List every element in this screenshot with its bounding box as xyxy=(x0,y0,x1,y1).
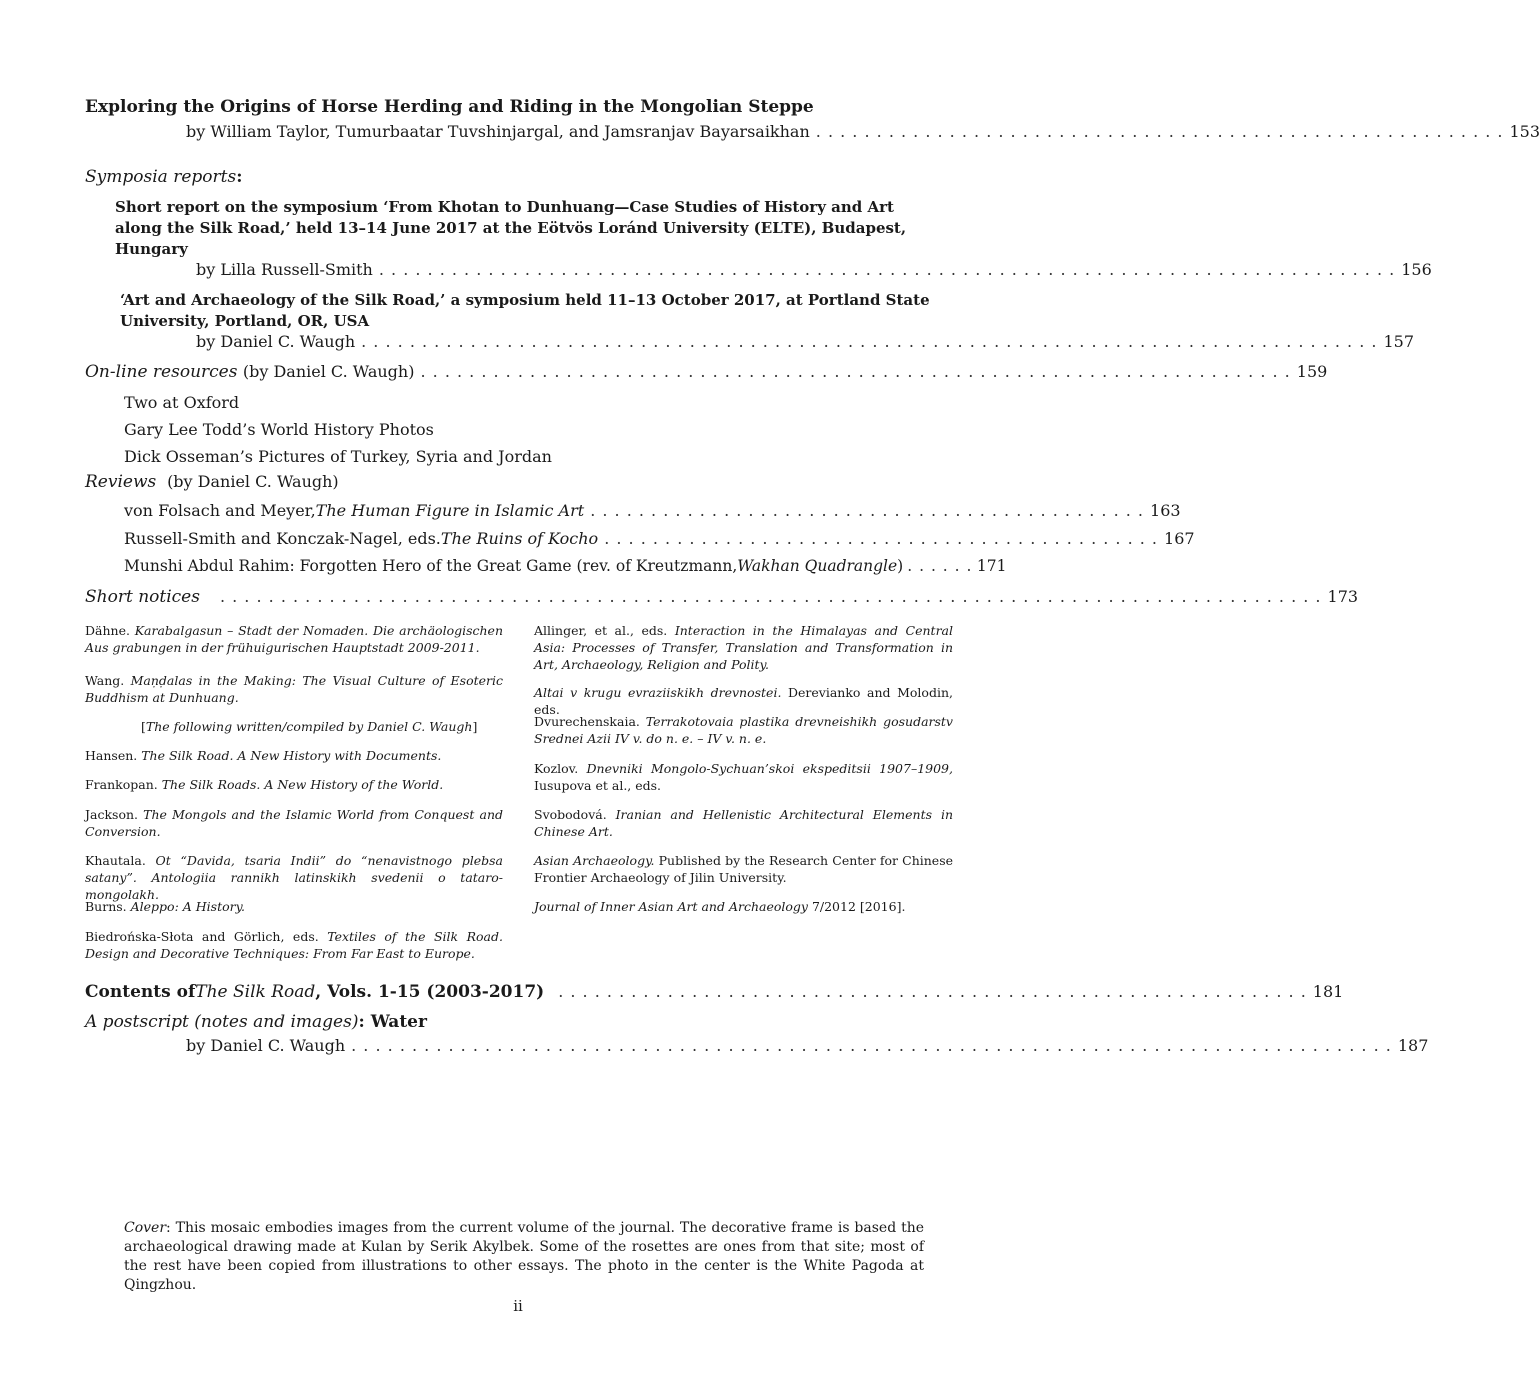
contents-title: The Silk Road xyxy=(195,982,316,1002)
postscript-label: A postscript (notes and images) xyxy=(85,1012,359,1032)
notice-author: Published by the Research Center for Chinese Frontier Archaeology of Jilin University. xyxy=(534,853,954,885)
dot-leader: . . . . . . . . . . . . . . . . . . . . . . . . . . . . . . . . . . . . . . . . . . . . . . xyxy=(604,529,1159,548)
notice-title: Textiles of the Silk Road. Design and Decorative Techniques: From Far East to Europe. xyxy=(85,929,503,961)
note-bracket: ] xyxy=(472,719,478,734)
notice-item xyxy=(85,852,503,903)
review-entry xyxy=(124,529,1195,548)
heading-colon: : xyxy=(236,167,243,187)
dot-leader: . . . . . . . . . . . . . . . . . . . . . . . . . . . . . . . . . . . . . . . . . . . . . . xyxy=(590,501,1145,520)
notice-title: The Silk Road. A New History with Documents. xyxy=(141,748,442,763)
notice-item xyxy=(534,622,953,673)
section-heading-label: Symposia reports xyxy=(85,167,237,187)
section-byline: (by Daniel C. Waugh) xyxy=(242,362,415,381)
notice-item xyxy=(85,776,503,793)
list-item: Two at Oxford xyxy=(124,393,240,412)
page-number: 157 xyxy=(1383,332,1415,351)
notice-title: Interaction in the Himalayas and Central Asia: Processes of Transfer, Translation and Transformation in Art, Archaeology, Religion and Polity. xyxy=(534,623,954,672)
notice-title: Aleppo: A History. xyxy=(130,899,245,914)
list-item: Dick Osseman’s Pictures of Turkey, Syria and Jordan xyxy=(124,447,552,466)
notice-author: Allinger, et al., eds. xyxy=(534,623,675,638)
contents-post: , Vols. 1-15 (2003-2017) xyxy=(315,982,545,1002)
report-byline: by Lilla Russell-Smith xyxy=(196,260,373,279)
postscript-heading xyxy=(85,1012,427,1032)
review-title: The Human Figure in Islamic Art xyxy=(315,501,585,520)
report-entry xyxy=(196,260,1432,279)
notice-author: Kozlov. xyxy=(534,761,587,776)
page-number: 173 xyxy=(1327,587,1359,606)
notice-title: The Mongols and the Islamic World from Conquest and Conversion. xyxy=(85,807,504,839)
heading-colon: : xyxy=(358,1012,371,1032)
postscript-title: Water xyxy=(370,1012,427,1032)
notice-note xyxy=(141,718,503,735)
title-line: Short report on the symposium ‘From Khotan to Dunhuang—Case Studies of History and Art xyxy=(115,198,894,216)
dot-leader: . . . . . . xyxy=(907,557,973,575)
notice-author: Derevianko and Molodin, eds. xyxy=(534,685,953,717)
page-number: 187 xyxy=(1397,1036,1429,1055)
notice-title: The Silk Roads. A New History of the World. xyxy=(161,777,444,792)
notice-author: Wang. xyxy=(85,673,131,688)
notice-author: Dvurechenskaia. xyxy=(534,714,646,729)
title-line: ‘Art and Archaeology of the Silk Road,’ a symposium held 11–13 October 2017, at Portland State xyxy=(120,291,930,309)
notice-item xyxy=(534,852,953,886)
section-heading xyxy=(85,167,242,187)
note-bracket: [ xyxy=(141,719,146,734)
notice-item xyxy=(534,760,953,794)
notice-title: Maṇḍalas in the Making: The Visual Culture of Esoteric Buddhism at Dunhuang. xyxy=(85,673,503,705)
cover-text: : This mosaic embodies images from the current volume of the journal. The decorative frame is based the archaeological drawing made at Kulan by Serik Akylbek. Some of the rosettes are ones from that site; most of the rest have been copied from illustrations to other essays. The photo in the center is the White Pagoda at Qingzhou. xyxy=(124,1220,924,1293)
section-byline: (by Daniel C. Waugh) xyxy=(167,472,339,491)
dot-leader: . . . . . . . . . . . . . . . . . . . . . . . . . . . . . . . . . . . . . . . . . . . . . . . . . . . . . . . . . . . . . . . . . . . . . . . . . . . . . . . . . . . . . . xyxy=(351,1036,1392,1055)
dot-leader: . . . . . . . . . . . . . . . . . . . . . . . . . . . . . . . . . . . . . . . . . . . . . . . . . . . . . . . . . . . . . . . . . . . . . . . . . . . . . . . . . . . . . . . . . . . xyxy=(219,587,1322,606)
notice-title: Karabalgasun – Stadt der Nomaden. Die archäologischen Aus grabungen in der frühuigurischen Hauptstadt 2009-2011. xyxy=(85,623,504,655)
review-title: Wakhan Quadrangle xyxy=(737,557,898,575)
page-number: 159 xyxy=(1296,362,1328,381)
page-number: 156 xyxy=(1401,260,1432,279)
notice-item xyxy=(85,622,503,656)
review-close: ) xyxy=(897,557,904,575)
notice-item xyxy=(85,806,503,840)
section-heading-label: Short notices xyxy=(85,587,200,607)
review-author: Russell-Smith and Konczak-Nagel, eds. xyxy=(124,529,441,548)
notice-item xyxy=(85,898,503,915)
notice-author: 7/2012 [2016]. xyxy=(807,899,906,914)
postscript-entry xyxy=(186,1036,1429,1055)
page-number: 153 xyxy=(1509,122,1540,141)
notice-author: Jackson. xyxy=(85,807,144,822)
title-line: along the Silk Road,’ held 13–14 June 2017 at the Eötvös Loránd University (ELTE), Budapest, xyxy=(115,219,907,237)
notice-title: Ot “Davida, tsaria Indii” do “nenavistnogo plebsa satany”. Antologiia rannikh latinskikh svedenii o tataro-mongolakh. xyxy=(85,853,504,902)
article-title: Exploring the Origins of Horse Herding and Riding in the Mongolian Steppe xyxy=(85,97,814,117)
contents-pre: Contents of xyxy=(85,982,196,1002)
notice-title: Altai v krugu evraziiskikh drevnostei. xyxy=(534,685,782,700)
dot-leader: . . . . . . . . . . . . . . . . . . . . . . . . . . . . . . . . . . . . . . . . . . . . . . . . . . . . . . . . . . . . . . . . . . . . . . . . . . . . . . . . . . . . xyxy=(378,260,1396,279)
notice-author: Biedrońska-Słota and Görlich, eds. xyxy=(85,929,328,944)
review-author: Munshi Abdul Rahim: Forgotten Hero of the Great Game (rev. of Kreutzmann, xyxy=(124,557,738,575)
page-number: 167 xyxy=(1164,529,1195,548)
online-entry xyxy=(85,362,1328,382)
list-item: Gary Lee Todd’s World History Photos xyxy=(124,420,434,439)
page-number: 181 xyxy=(1312,982,1344,1001)
page-number: 163 xyxy=(1150,501,1181,520)
title-line: Hungary xyxy=(115,240,188,258)
notice-title: Dnevniki Mongolo-Sychuan’skoi ekspeditsii 1907–1909, xyxy=(586,761,953,776)
dot-leader: . . . . . . . . . . . . . . . . . . . . . . . . . . . . . . . . . . . . . . . . . . . . . . . . . . . . . . . . . . . . . . . . . . . . . . . . xyxy=(420,362,1291,381)
notice-author: Dähne. xyxy=(85,623,135,638)
page-number: 171 xyxy=(976,557,1007,575)
notice-title: Journal of Inner Asian Art and Archaeology xyxy=(534,899,808,914)
notice-item xyxy=(85,747,503,764)
reviews-heading xyxy=(85,472,339,492)
notice-item xyxy=(534,713,953,747)
notice-title: Terrakotovaia plastika drevneishikh gosudarstv Srednei Azii IV v. do n. e. – IV v. n. e. xyxy=(534,714,953,746)
article-byline: by William Taylor, Tumurbaatar Tuvshinjargal, and Jamsranjav Bayarsaikhan xyxy=(186,122,810,141)
notice-editors: Iusupova et al., eds. xyxy=(534,778,662,793)
notice-author: Hansen. xyxy=(85,748,142,763)
cover-label: Cover xyxy=(124,1220,167,1236)
folio: ii xyxy=(513,1297,523,1315)
report-title xyxy=(120,290,930,332)
notice-author: Frankopan. xyxy=(85,777,162,792)
report-title xyxy=(115,197,906,260)
notice-item xyxy=(534,806,953,840)
report-entry xyxy=(196,332,1415,351)
cover-note xyxy=(124,1219,924,1295)
short-notices-entry xyxy=(85,587,1359,607)
notice-author: Burns. xyxy=(85,899,131,914)
notice-item xyxy=(85,672,503,706)
contents-entry xyxy=(85,982,1344,1002)
note-text: The following written/compiled by Daniel C. Waugh xyxy=(145,719,473,734)
online-list xyxy=(124,389,552,470)
dot-leader: . . . . . . . . . . . . . . . . . . . . . . . . . . . . . . . . . . . . . . . . . . . . . . . . . . . . . . . . . . . . . . xyxy=(558,982,1307,1001)
title-line: University, Portland, OR, USA xyxy=(120,312,370,330)
report-byline: by Daniel C. Waugh xyxy=(196,332,356,351)
review-entry xyxy=(124,501,1181,520)
dot-leader: . . . . . . . . . . . . . . . . . . . . . . . . . . . . . . . . . . . . . . . . . . . . . . . . . . . . . . . . . xyxy=(815,122,1504,141)
notice-title: Asian Archaeology. xyxy=(534,853,655,868)
dot-leader: . . . . . . . . . . . . . . . . . . . . . . . . . . . . . . . . . . . . . . . . . . . . . . . . . . . . . . . . . . . . . . . . . . . . . . . . . . . . . . . . . . . . xyxy=(361,332,1378,351)
review-entry xyxy=(124,557,1007,575)
postscript-byline: by Daniel C. Waugh xyxy=(186,1036,346,1055)
section-heading-label: Reviews xyxy=(85,472,157,492)
review-author: von Folsach and Meyer, xyxy=(124,501,316,520)
notice-author: Khautala. xyxy=(85,853,156,868)
section-heading-label: On-line resources xyxy=(85,362,238,382)
notice-item xyxy=(85,928,503,962)
review-title: The Ruins of Kocho xyxy=(440,529,599,548)
notice-author: Svobodová. xyxy=(534,807,616,822)
notice-item xyxy=(534,898,953,915)
notice-title: Iranian and Hellenistic Architectural Elements in Chinese Art. xyxy=(534,807,954,839)
article-entry xyxy=(186,122,1540,141)
